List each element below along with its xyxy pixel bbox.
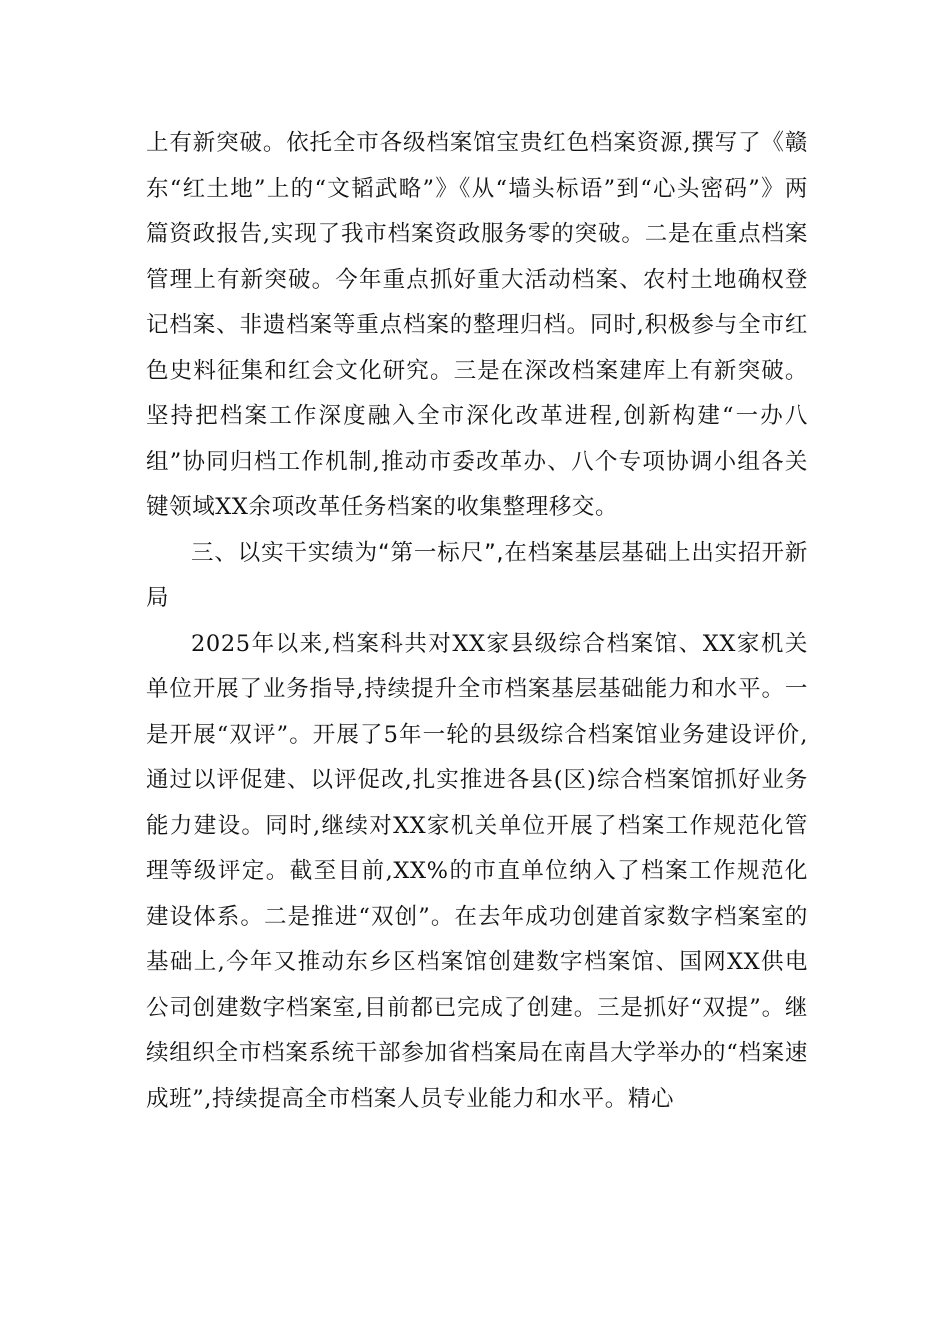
document-body (146, 121, 808, 1122)
paragraph-continuation: 上有新突破。依托全市各级档案馆宝贵红色档案资源,撰写了《赣东“红土地”上的“文韬武略”》《从“墙头标语”到“心头密码”》两篇资政报告,实现了我市档案资政服务零的突破。二是在重点档案管理上有新突破。今年重点抓好重大活动档案、农村土地确权登记档案、非遗档案等重点档案的整理归档。同时,积极参与全市红色史料征集和红会文化研究。三是在深改档案建库上有新突破。坚持把档案工作深度融入全市深化改革进程,创新构建“一办八组”协同归档工作机制,推动市委改革办、八个专项协调小组各关键领域XX余项改革任务档案的收集整理移交。 (146, 130, 808, 520)
paragraph-body: 2025年以来,档案科共对XX家县级综合档案馆、XX家机关单位开展了业务指导,持续提升全市档案基层基础能力和水平。一是开展“双评”。开展了5年一轮的县级综合档案馆业务建设评价,通过以评促建、以评促改,扎实推进各县(区)综合档案馆抓好业务能力建设。同时,继续对XX家机关单位开展了档案工作规范化管理等级评定。截至目前,XX%的市直单位纳入了档案工作规范化建设体系。二是推进“双创”。在去年成功创建首家数字档案室的基础上,今年又推动东乡区档案馆创建数字档案馆、国网XX供电公司创建数字档案室,目前都已完成了创建。三是抓好“双提”。继续组织全市档案系统干部参加省档案局在南昌大学举办的“档案速成班”,持续提高全市档案人员专业能力和水平。精心 (146, 630, 808, 1112)
section-heading: 三、以实干实绩为“第一标尺”,在档案基层基础上出实招开新局 (146, 539, 808, 611)
